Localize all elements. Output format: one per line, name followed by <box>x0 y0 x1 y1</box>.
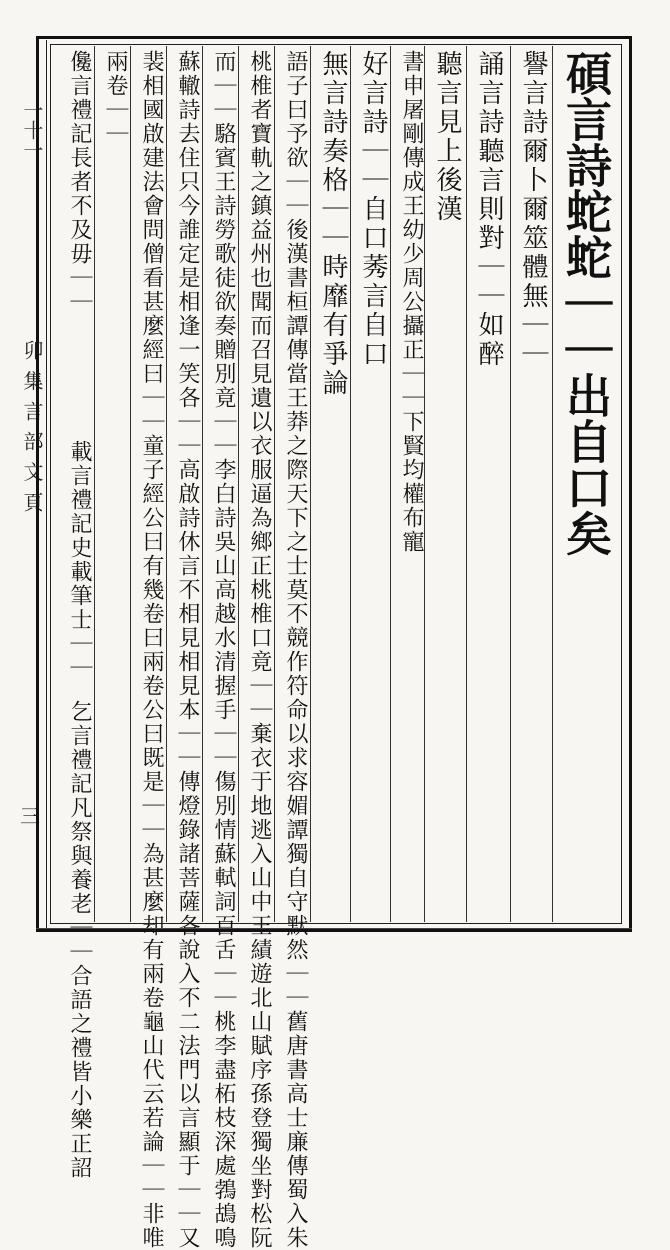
column-16: 乞言禮記凡祭與養老｜｜合語之禮皆小樂正詔 <box>67 700 92 1180</box>
bottom-rule <box>36 928 632 929</box>
column-8: 語子曰予欲｜｜後漢書桓譚傳當王莽之際天下之士莫不競作符命以求容媚譚獨自守默然｜｜舊唐書高士廉傳蜀入朱 <box>283 50 308 1250</box>
column-rule <box>274 46 275 922</box>
column-rule <box>510 46 511 922</box>
column-13: 兩卷｜｜ <box>103 50 128 146</box>
column-7: 無言詩奏格｜｜時靡有爭論 <box>318 50 348 398</box>
column-rule <box>310 46 311 922</box>
column-6: 好言詩｜｜自口莠言自口 <box>358 50 388 369</box>
column-rule <box>166 46 167 922</box>
column-10: 而｜｜駱賓王詩勞歌徒欲奏贈別竟｜｜李白詩吳山高越水清握手｜｜傷別情蘇軾詞百舌｜｜桃李盡柘枝深處鵓鴣鳴 <box>211 50 236 1250</box>
column-9: 桃椎者寶軌之鎮益州也聞而召見遺以衣服逼為鄉正桃椎口竟｜｜棄衣于地逃入山中王績遊北山賦序孫登獨坐對松阮 <box>247 50 272 1250</box>
column-5: 書申屠剛傳成王幼少周公攝正｜｜下賢均權布寵 <box>399 50 424 554</box>
column-1: 碩言詩蛇蛇｜｜出自口矣 <box>559 50 613 556</box>
column-rule <box>238 46 239 922</box>
page-number: 三 <box>20 804 40 828</box>
column-rule <box>350 46 351 922</box>
column-3: 誦言詩聽言則對｜｜如醉 <box>474 50 504 369</box>
column-rule <box>130 46 131 922</box>
column-rule <box>424 46 425 922</box>
column-15: 載言禮記史載筆士｜｜ <box>67 440 92 680</box>
column-rule <box>390 46 391 922</box>
column-11: 蘇轍詩去住只今誰定是相逢一笑各｜｜高啟詩休言不相見相見本｜｜傳燈錄諸菩薩各說入不二法門以言顯于｜｜又 <box>175 50 200 1250</box>
margin-title: 一十一 <box>20 100 44 160</box>
margin-label: 卯 集 言 部 文 頁 <box>20 340 44 514</box>
column-4: 聽言見上後漢 <box>432 50 462 224</box>
column-14: 儳言禮記長者不及毋｜｜ <box>67 50 92 314</box>
column-2: 譽言詩爾卜爾筮體無｜｜ <box>518 50 548 369</box>
column-rule <box>466 46 467 922</box>
column-rule <box>94 46 95 922</box>
column-rule <box>202 46 203 922</box>
column-rule <box>552 46 553 922</box>
column-12: 裴相國啟建法會問僧看甚麼經曰｜｜童子經公曰有幾卷曰兩卷公曰既是｜｜為甚麼却有兩卷龜山代云若論｜｜非唯 <box>139 50 164 1250</box>
